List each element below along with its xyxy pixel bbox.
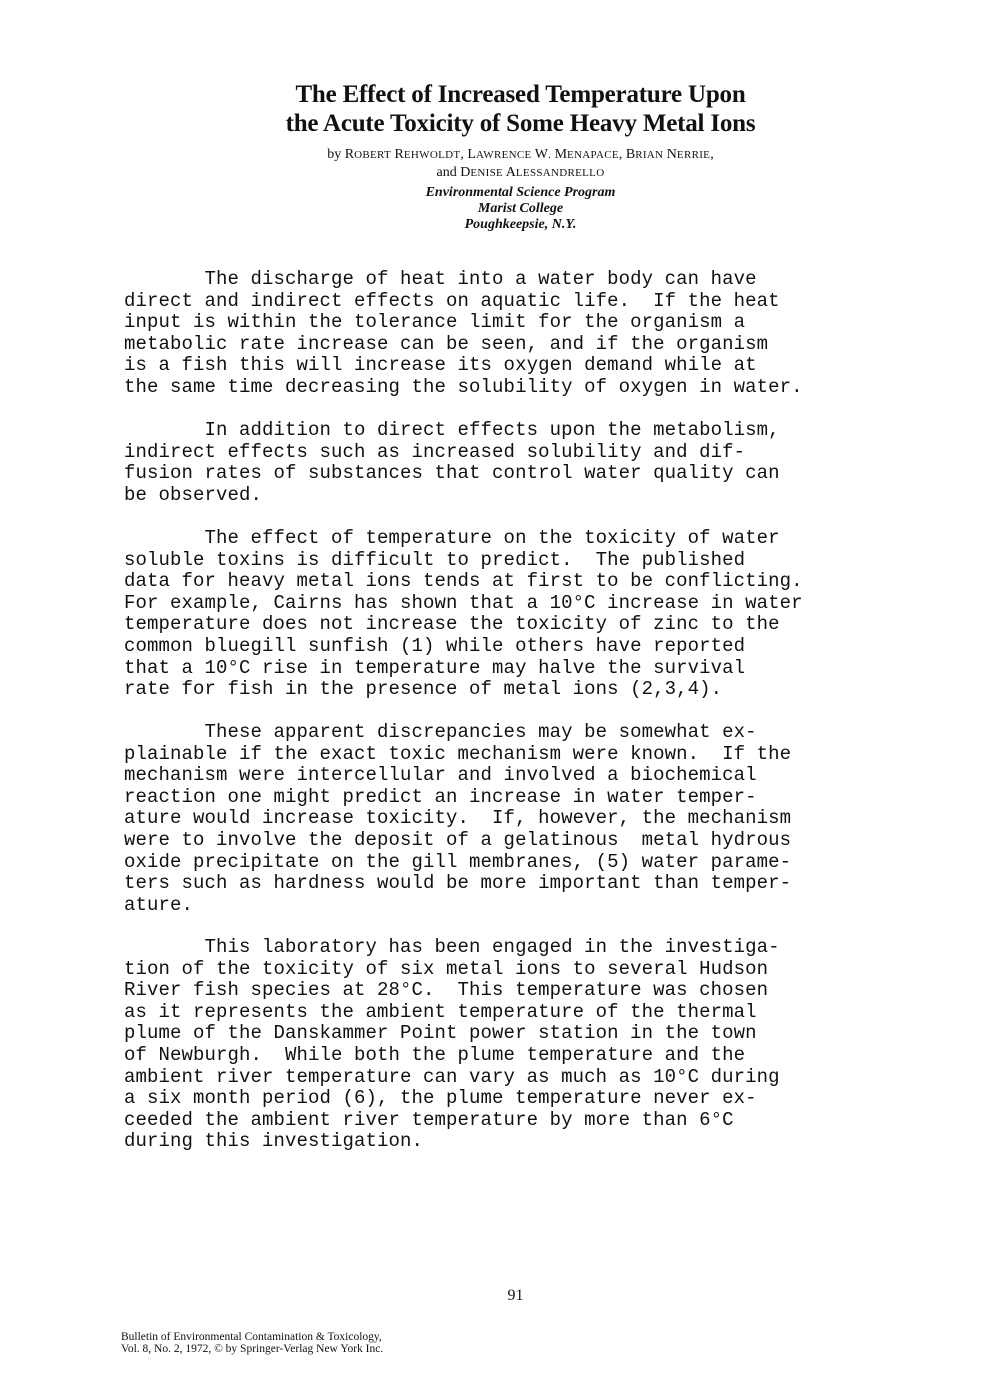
paragraph-line: data for heavy metal ions tends at first to be conflicting. [124, 570, 803, 593]
affiliation-college: Marist College [477, 201, 564, 216]
paragraph-line: plainable if the exact toxic mechanism were known. If the [124, 742, 792, 765]
paragraph-line: direct and indirect effects on aquatic life. If the heat [124, 289, 780, 312]
paragraph-line: soluble toxins is difficult to predict. The published [124, 548, 746, 571]
paragraph-line: metabolic rate increase can be seen, and if the organism [124, 332, 769, 355]
author-name: DENISE ALESSANDRELLO [460, 165, 605, 180]
footer-line-2: Vol. 8, No. 2, 1972, © by Springer-Verlag New York Inc. [121, 1343, 384, 1355]
paragraph-line: of Newburgh. While both the plume temperature and the [124, 1043, 746, 1066]
paragraph-line: The discharge of heat into a water body can have [124, 268, 757, 290]
paragraph-line: is a fish this will increase its oxygen demand while at [124, 354, 757, 377]
paragraph-line: River fish species at 28°C. This temperature was chosen [124, 979, 769, 1002]
by-word: by [327, 147, 345, 162]
paragraph-line: ature. [124, 893, 194, 916]
paragraph-line: rate for fish in the presence of metal ions (2,3,4). [124, 678, 723, 701]
affiliation [0, 185, 991, 233]
affiliation-location: Poughkeepsie, N.Y. [464, 217, 577, 232]
paragraph-line: during this investigation. [124, 1130, 424, 1153]
author-line-2 [50, 164, 991, 182]
paragraph-line: be observed. [124, 483, 263, 506]
paragraph-line: input is within the tolerance limit for the organism a [124, 311, 746, 334]
and-word: and [436, 165, 461, 180]
paragraph-line: For example, Cairns has shown that a 10°C increase in water [124, 591, 803, 614]
paragraph-line: These apparent discrepancies may be somewhat ex- [124, 721, 757, 743]
paragraph-line: ters such as hardness would be more important than temper- [124, 872, 792, 895]
paragraph-4 [124, 722, 791, 916]
author-byline [0, 146, 991, 182]
footer-line-1: Bulletin of Environmental Contamination & Toxicology, [121, 1331, 382, 1343]
paragraph-line: the same time decreasing the solubility of oxygen in water. [124, 375, 803, 398]
article-title [0, 80, 991, 138]
paragraph-line: fusion rates of substances that control water quality can [124, 462, 780, 485]
paragraph-line: The effect of temperature on the toxicity of water [124, 527, 780, 549]
paragraph-line: plume of the Danskammer Point power station in the town [124, 1022, 757, 1045]
author-name: LAWRENCE W. MENAPACE [467, 147, 619, 162]
title-line-2: the Acute Toxicity of Some Heavy Metal Ions [285, 110, 756, 137]
author-name: ROBERT REHWOLDT [344, 147, 461, 162]
paragraph-line: ceeded the ambient river temperature by more than 6°C [124, 1108, 734, 1131]
journal-citation-footer [121, 1331, 383, 1355]
paragraph-1 [124, 269, 803, 399]
paragraph-line: mechanism were intercellular and involved a biochemical [124, 764, 757, 787]
paragraph-line: a six month period (6), the plume temperature never ex- [124, 1087, 757, 1110]
page-number-text: 91 [507, 1287, 524, 1304]
paragraph-line: ature would increase toxicity. If, however, the mechanism [124, 807, 792, 830]
paragraph-line: This laboratory has been engaged in the investiga- [124, 936, 780, 958]
paragraph-3 [124, 528, 803, 701]
paragraph-line: that a 10°C rise in temperature may halve the survival [124, 656, 746, 679]
title-line-1: The Effect of Increased Temperature Upon [295, 81, 746, 108]
page-number [0, 1287, 991, 1305]
paragraph-line: reaction one might predict an increase in water temper- [124, 785, 757, 808]
author-name: BRIAN NERRIE [625, 147, 711, 162]
paragraph-2 [124, 420, 780, 506]
paragraph-line: oxide precipitate on the gill membranes, (5) water parame- [124, 850, 792, 873]
paragraph-line: tion of the toxicity of six metal ions to several Hudson [124, 957, 769, 980]
paragraph-line: common bluegill sunfish (1) while others have reported [124, 634, 746, 657]
paragraph-line: as it represents the ambient temperature of the thermal [124, 1000, 757, 1023]
paragraph-line: temperature does not increase the toxicity of zinc to the [124, 613, 780, 636]
paragraph-line: indirect effects such as increased solubility and dif- [124, 440, 746, 463]
paragraph-line: In addition to direct effects upon the metabolism, [124, 419, 780, 441]
paragraph-line: ambient river temperature can vary as much as 10°C during [124, 1065, 780, 1088]
paragraph-5 [124, 937, 780, 1153]
paragraph-line: were to involve the deposit of a gelatinous metal hydrous [124, 828, 792, 851]
author-line-1: by ROBERT REHWOLDT, LAWRENCE W. MENAPACE, BRIAN NERRIE, [327, 147, 714, 162]
affiliation-program: Environmental Science Program [425, 185, 616, 200]
